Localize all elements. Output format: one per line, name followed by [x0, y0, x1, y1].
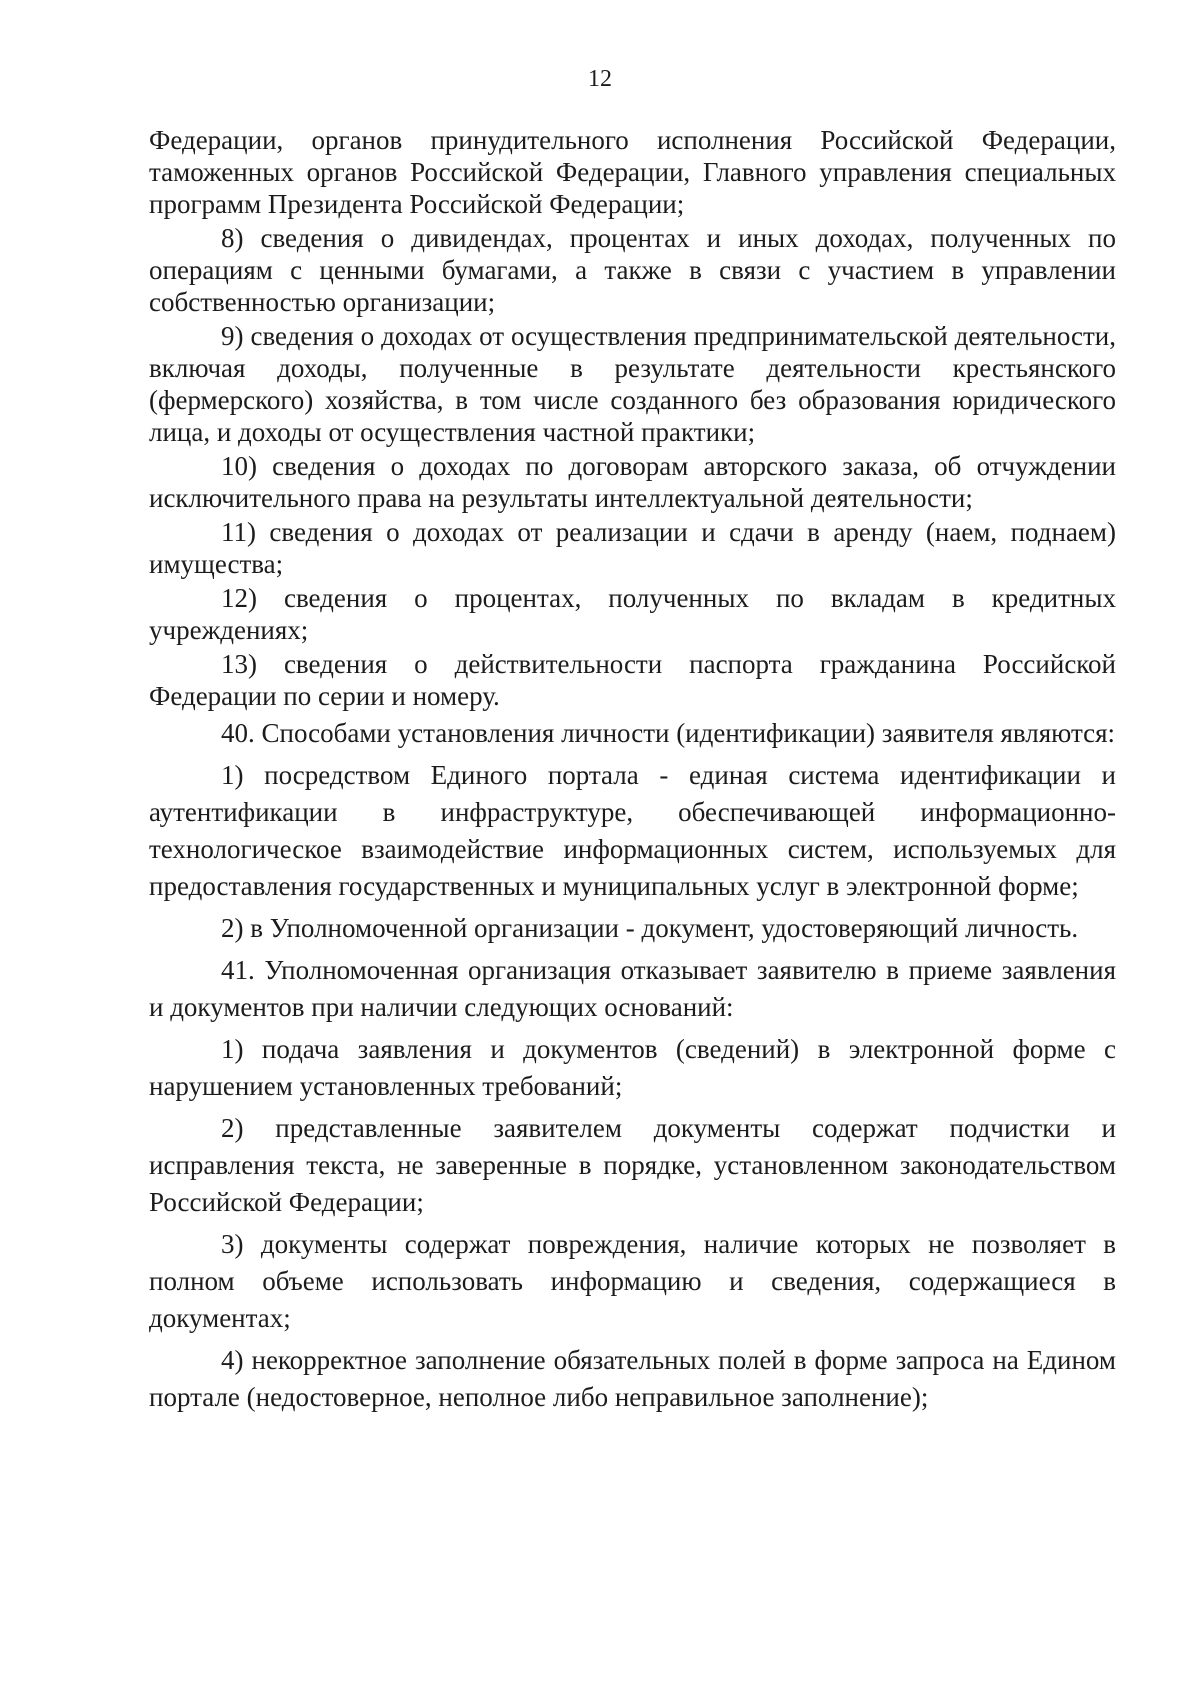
paragraph-clause-40: 40. Способами установления личности (идентификации) заявителя являются:: [221, 718, 1116, 748]
paragraph-clause-41-item-4: 4) некорректное заполнение обязательных полей в форме запроса на Едином портале (недостоверное, неполное либо неправильное заполнение);: [149, 1345, 1116, 1412]
paragraph-clause-40-item-1: 1) посредством Единого портала - единая система идентификации и аутентификации в инфраструктуре, обеспечивающей информационно-технологическое взаимодействие информационных систем, используемых для предоставления государственных и муниципальных услуг в электронной форме;: [149, 760, 1116, 901]
paragraph-clause-41: 41. Уполномоченная организация отказывает заявителю в приеме заявления и документов при наличии следующих оснований:: [149, 955, 1116, 1022]
paragraph-item-11: 11) сведения о доходах от реализации и сдачи в аренду (наем, поднаем) имущества;: [149, 517, 1116, 579]
paragraph-item-12: 12) сведения о процентах, полученных по вкладам в кредитных учреждениях;: [149, 583, 1116, 645]
paragraph-item-8: 8) сведения о дивидендах, процентах и иных доходах, полученных по операциям с ценными бумагами, а также в связи с участием в управлении собственностью организации;: [149, 223, 1116, 317]
paragraph-clause-40-item-2: 2) в Уполномоченной организации - документ, удостоверяющий личность.: [221, 913, 1079, 943]
document-body: [149, 124, 1116, 1416]
paragraph-item-10: 10) сведения о доходах по договорам авторского заказа, об отчуждении исключительного права на результаты интеллектуальной деятельности;: [149, 451, 1116, 513]
paragraph-item-9: 9) сведения о доходах от осуществления предпринимательской деятельности, включая доходы, полученные в результате деятельности крестьянского (фермерского) хозяйства, в том числе созданного без образования юридического лица, и доходы от осуществления частной практики;: [149, 321, 1116, 447]
page-number: 12: [588, 66, 612, 92]
paragraph-clause-41-item-3: 3) документы содержат повреждения, наличие которых не позволяет в полном объеме использовать информацию и сведения, содержащиеся в документах;: [149, 1229, 1116, 1333]
paragraph-continuation: Федерации, органов принудительного исполнения Российской Федерации, таможенных органов Российской Федерации, Главного управления специальных программ Президента Российской Федерации;: [149, 125, 1116, 219]
paragraph-clause-41-item-2: 2) представленные заявителем документы содержат подчистки и исправления текста, не заверенные в порядке, установленном законодательством Российской Федерации;: [149, 1113, 1116, 1217]
paragraph-item-13: 13) сведения о действительности паспорта гражданина Российской Федерации по серии и номеру.: [149, 649, 1116, 711]
paragraph-clause-41-item-1: 1) подача заявления и документов (сведений) в электронной форме с нарушением установленных требований;: [149, 1034, 1116, 1101]
